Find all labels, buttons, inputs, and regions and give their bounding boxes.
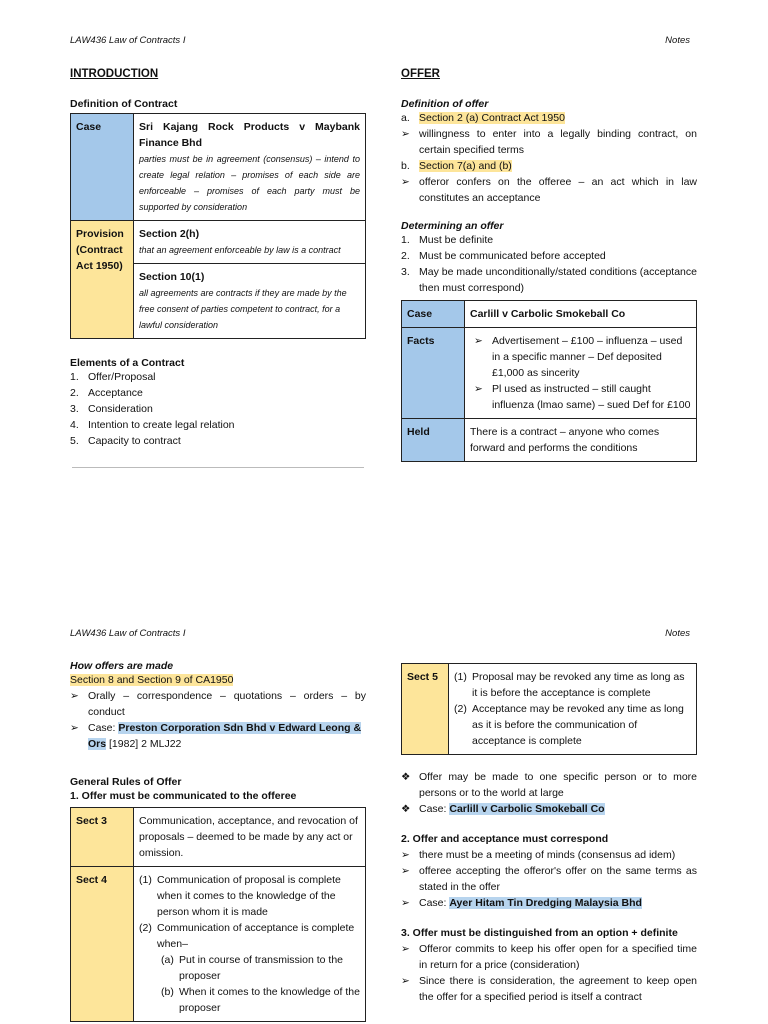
sect-3-text: Communication, acceptance, and revocation of proposals – deemed to be made by any act or omission. [134,808,366,867]
facts-cell [465,328,697,419]
sections-table [70,807,366,1022]
separator-line [72,467,364,468]
offer-heading: OFFER [401,68,440,80]
section-2h-cell [134,221,366,264]
sect-4-item-2b: (b) When it comes to the knowledge of the proposer [161,986,360,1014]
sect-5-row [402,664,697,755]
definition-contract-heading: Definition of Contract [70,98,178,110]
case-title: Carlill v Carbolic Smokeball Co [465,301,697,328]
case-cell [134,114,366,221]
header-course: LAW436 Law of Contracts I [70,628,186,639]
rule-1-heading: 1. Offer must be communicated to the offeree [70,790,297,802]
rule-2-point: ➢ there must be a meeting of minds (consensus ad idem) [401,849,676,861]
held-row [402,419,697,462]
case-row [71,114,366,221]
carlill-table [401,300,697,462]
sect-4-cell [134,867,366,1022]
diamond-case: ❖ Case: Carlill v Carbolic Smokeball Co [401,803,605,815]
section-2h-text: that an agreement enforceable by law is a contract [139,245,341,255]
definition-a: a. Section 2 (a) Contract Act 1950 [401,112,565,124]
rules-section [401,663,697,1005]
list-item: 3. May be made unconditionally/stated conditions (acceptance then must correspond) [401,266,697,294]
list-item: 5. Capacity to contract [70,435,181,447]
held-label: Held [402,419,465,462]
notes-page-2 [0,612,768,1024]
definition-b: b. Section 7(a) and (b) [401,160,512,172]
section-2h-title: Section 2(h) [139,228,200,240]
definition-table [70,113,366,339]
sect-4-item-1: (1) Communication of proposal is complete when it comes to the knowledge of the person whom it is made [139,874,341,918]
header-notes: Notes [665,35,690,46]
section-10-title: Section 10(1) [139,271,205,283]
how-offers-case: ➢ Case: Preston Corporation Sdn Bhd v Edward Leong & Ors [1982] 2 MLJ22 [70,722,362,750]
case-label: Case [71,114,134,221]
determining-offer-heading: Determining an offer [401,220,504,232]
section-10-text: all agreements are contracts if they are made by the free consent of parties competent to contract, for a lawful consideration [139,288,347,330]
sect-5-item-2: (2) Acceptance may be revoked any time as long as it is before the communication of acceptance is complete [454,703,684,747]
sect-5-table [401,663,697,755]
facts-row [402,328,697,419]
definition-b-point: ➢ offeror confers on the offeree – an act which in law constitutes an acceptance [401,176,697,204]
offer-section [401,68,697,462]
provision-label: Provision (Contract Act 1950) [71,221,134,339]
list-item: 4. Intention to create legal relation [70,419,235,431]
list-item: 2. Must be communicated before accepted [401,250,606,262]
determining-list [401,232,697,296]
how-offers-section-ref: Section 8 and Section 9 of CA1950 [70,674,234,686]
rule-3-heading: 3. Offer must be distinguished from an option + definite [401,927,678,939]
list-item: 3. Consideration [70,403,153,415]
rule-3-point: ➢ Offeror commits to keep his offer open for a specified time in return for a price (consideration) [401,943,697,971]
header-course: LAW436 Law of Contracts I [70,35,186,46]
introduction-heading: INTRODUCTION [70,68,159,80]
sect-3-row [71,808,366,867]
rule-2-case: ➢ Case: Ayer Hitam Tin Dredging Malaysia Bhd [401,897,642,909]
elements-heading: Elements of a Contract [70,357,185,369]
rule-2-heading: 2. Offer and acceptance must correspond [401,833,609,845]
definition-offer-heading: Definition of offer [401,98,489,110]
list-item: 2. Acceptance [70,387,143,399]
definition-a-point: ➢ willingness to enter into a legally binding contract, on certain specified terms [401,128,697,156]
elements-list [70,369,366,449]
sect-4-label: Sect 4 [71,867,134,1022]
sect-5-label: Sect 5 [402,664,449,755]
fact-item: ➢ Advertisement – £100 – influenza – used in a specific manner – Def deposited £1,000 as sincerity [474,335,683,379]
rule-3-point: ➢ Since there is consideration, the agreement to keep open the offer for a specified period is itself a contract [401,975,697,1003]
diamond-point: ❖ Offer may be made to one specific person or to more persons or to the world at large [401,771,697,799]
fact-item: ➢ Pl used as instructed – still caught influenza (lmao same) – sued Def for £100 [474,383,691,411]
facts-label: Facts [402,328,465,419]
sect-4-row [71,867,366,1022]
case-row [402,301,697,328]
provision-row [71,221,366,264]
sect-4-item-2: (2) Communication of acceptance is complete when– [139,922,355,950]
page-gap [0,600,768,612]
list-item: 1. Offer/Proposal [70,371,156,383]
general-rules-heading: General Rules of Offer [70,776,182,788]
how-offers-section [70,660,366,1022]
header-notes: Notes [665,628,690,639]
how-offers-point: ➢ Orally – correspondence – quotations – orders – by conduct [70,690,366,718]
list-item: 1. Must be definite [401,234,494,246]
how-offers-heading: How offers are made [70,660,174,672]
case-label: Case [402,301,465,328]
section-10-cell [134,264,366,339]
rule-2-point: ➢ offeree accepting the offeror's offer on the same terms as stated in the offer [401,865,697,893]
sect-5-cell [449,664,697,755]
case-title: Sri Kajang Rock Products v Maybank Finance Bhd [139,121,360,149]
sect-5-item-1: (1) Proposal may be revoked any time as long as it is before the acceptance is complete [454,671,685,699]
case-text: parties must be in agreement (consensus) – intend to create legal relation – promises of each side are enforceable – promises of each party must be supported by consideration [139,154,360,212]
sect-4-item-2a: (a) Put in course of transmission to the proposer [161,954,343,982]
introduction-section [70,68,366,449]
held-text: There is a contract – anyone who comes forward and performs the conditions [465,419,697,462]
sect-3-label: Sect 3 [71,808,134,867]
